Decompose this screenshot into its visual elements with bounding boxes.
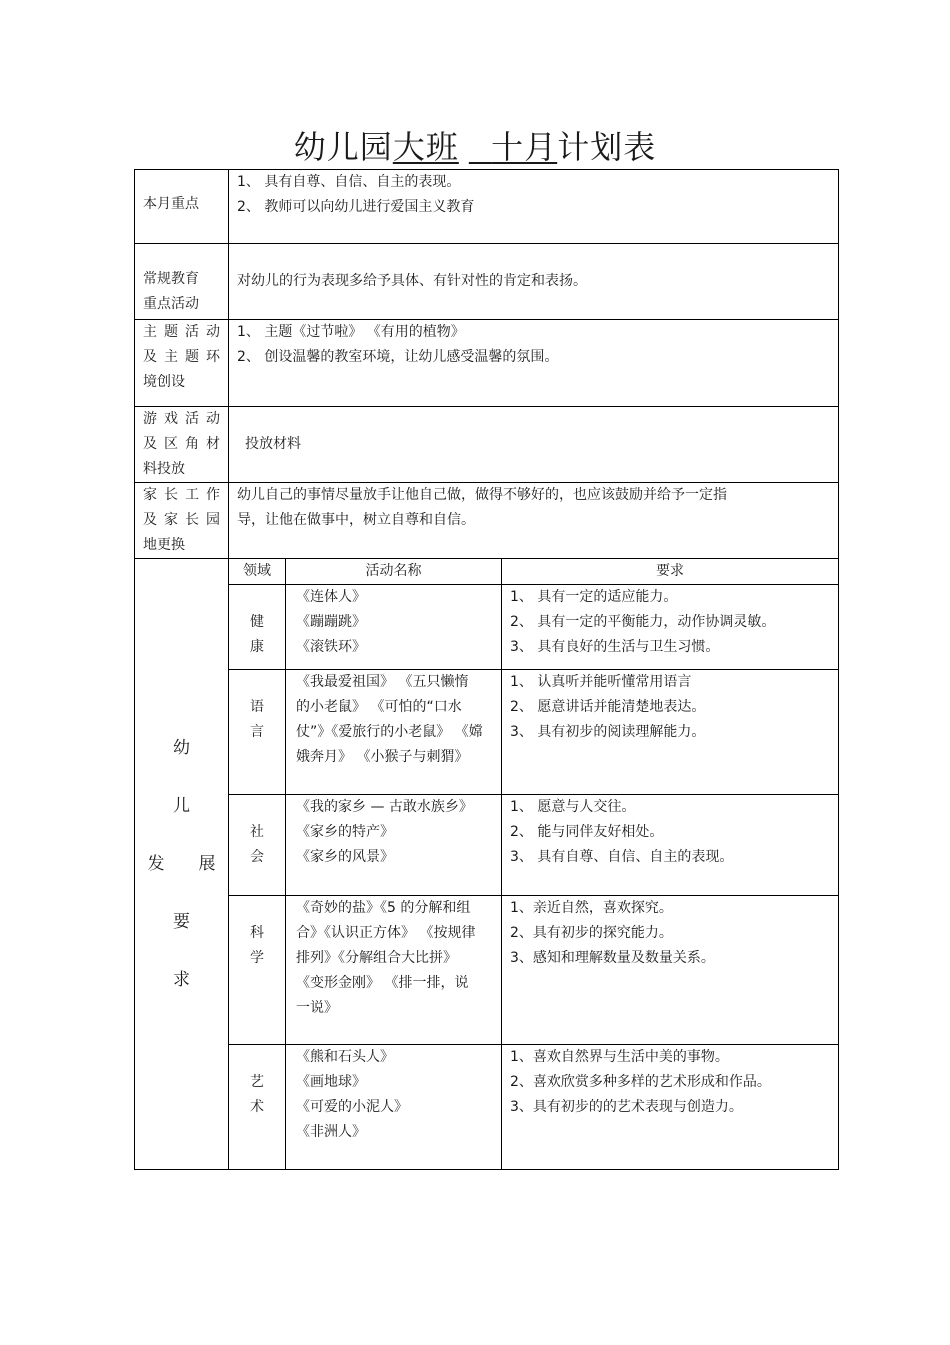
requirement-list [502, 896, 839, 1045]
activity-list [286, 896, 502, 1045]
requirement-item: 3、 具有良好的生活与卫生习惯。 [510, 639, 720, 655]
title-prefix: 幼儿园 [293, 128, 393, 166]
section-label: 本月重点 [135, 170, 229, 244]
activity-item: 合》《认识正方体》 《按规律 [296, 925, 476, 941]
activity-item: 一说》 [296, 1000, 338, 1016]
section-row-routine-education [135, 244, 839, 320]
activity-item: 《家乡的特产》 [296, 824, 394, 840]
activity-item: 《我的家乡 — 古敢水族乡》 [296, 799, 473, 815]
activity-item: 的小老鼠》 《可怕的“口水 [296, 699, 462, 715]
requirement-item: 3、具有初步的的艺术表现与创造力。 [510, 1099, 743, 1115]
activity-item: 《变形金刚》 《排一排，说 [296, 975, 469, 991]
requirement-item: 2、喜欢欣赏多种多样的艺术形成和作品。 [510, 1074, 771, 1090]
activity-item: 《可爱的小泥人》 [296, 1099, 408, 1115]
section-content [229, 320, 839, 407]
domain-row-society [135, 795, 839, 896]
content-line: 2、 创设温馨的教室环境，让幼儿感受温馨的氛围。 [237, 349, 559, 365]
development-label: 幼 儿 发 展 要 求 [135, 559, 229, 1170]
activity-item: 《滚铁环》 [296, 639, 366, 655]
page-title [0, 122, 950, 168]
plan-table [134, 169, 839, 1170]
title-suffix: 计划表 [557, 128, 657, 166]
requirement-list [502, 795, 839, 896]
activity-list [286, 795, 502, 896]
title-class-name: 大班 [392, 128, 459, 166]
header-requirement: 要求 [502, 559, 839, 585]
activity-item: 《我最爱祖国》 《五只懒惰 [296, 674, 469, 690]
domain-cell: 艺 术 [229, 1045, 286, 1170]
requirement-item: 1、 认真听并能听懂常用语言 [510, 674, 692, 690]
requirement-item: 1、 愿意与人交往。 [510, 799, 636, 815]
activity-item: 排列》《分解组合大比拼》 [296, 950, 457, 966]
section-label: 游戏活动 及区角材 料投放 [135, 407, 229, 483]
header-domain: 领域 [229, 559, 286, 585]
content-line: 2、 教师可以向幼儿进行爱国主义教育 [237, 199, 475, 215]
section-label: 家长工作 及家长园 地更换 [135, 483, 229, 559]
activity-item: 《蹦蹦跳》 [296, 614, 366, 630]
requirement-item: 2、 愿意讲话并能清楚地表达。 [510, 699, 706, 715]
header-activity: 活动名称 [286, 559, 502, 585]
domain-row-science [135, 896, 839, 1045]
activity-item: 《熊和石头人》 [296, 1049, 394, 1065]
domain-cell: 社 会 [229, 795, 286, 896]
content-line: 1、 具有自尊、自信、自主的表现。 [237, 174, 461, 190]
section-label: 常规教育 重点活动 [135, 244, 229, 320]
content-line: 投放材料 [245, 436, 301, 452]
requirement-item: 1、亲近自然，喜欢探究。 [510, 900, 673, 916]
requirement-item: 2、 能与同伴友好相处。 [510, 824, 664, 840]
section-row-game-activity [135, 407, 839, 483]
section-content [229, 244, 839, 320]
content-line: 对幼儿的行为表现多给予具体、有针对性的肯定和表扬。 [237, 273, 587, 289]
domain-row-art [135, 1045, 839, 1170]
section-label: 主题活动 及主题环 境创设 [135, 320, 229, 407]
content-line: 导，让他在做事中，树立自尊和自信。 [237, 512, 475, 528]
activity-item: 《非洲人》 [296, 1124, 366, 1140]
content-line: 幼儿自己的事情尽量放手让他自己做，做得不够好的，也应该鼓励并给予一定指 [237, 487, 727, 503]
activity-item: 娥奔月》 《小猴子与刺猬》 [296, 749, 469, 765]
activity-item: 《奇妙的盐》《5 的分解和组 [296, 900, 471, 916]
domain-row-language [135, 670, 839, 795]
content-line: 1、 主题《过节啦》 《有用的植物》 [237, 324, 465, 340]
title-month: 十月 [491, 128, 558, 166]
domain-row-health [135, 585, 839, 670]
activity-list [286, 670, 502, 795]
domain-cell: 语 言 [229, 670, 286, 795]
requirement-item: 1、喜欢自然界与生活中美的事物。 [510, 1049, 729, 1065]
domain-cell: 科 学 [229, 896, 286, 1045]
requirement-item: 2、具有初步的探究能力。 [510, 925, 673, 941]
section-row-monthly-focus [135, 170, 839, 244]
requirement-item: 2、 具有一定的平衡能力，动作协调灵敏。 [510, 614, 776, 630]
requirement-item: 3、感知和理解数量及数量关系。 [510, 950, 715, 966]
section-content [229, 170, 839, 244]
requirement-item: 3、 具有初步的阅读理解能力。 [510, 724, 706, 740]
development-header-row [135, 559, 839, 585]
section-content [229, 407, 839, 483]
requirement-list [502, 1045, 839, 1170]
requirement-list [502, 670, 839, 795]
activity-list [286, 585, 502, 670]
section-content [229, 483, 839, 559]
activity-item: 《家乡的风景》 [296, 849, 394, 865]
section-row-parent-work [135, 483, 839, 559]
activity-list [286, 1045, 502, 1170]
activity-item: 《画地球》 [296, 1074, 366, 1090]
activity-item: 仗”》《爱旅行的小老鼠》 《嫦 [296, 724, 483, 740]
domain-cell: 健 康 [229, 585, 286, 670]
section-row-theme-activity [135, 320, 839, 407]
activity-item: 《连体人》 [296, 589, 366, 605]
requirement-item: 1、 具有一定的适应能力。 [510, 589, 678, 605]
requirement-list [502, 585, 839, 670]
requirement-item: 3、 具有自尊、自信、自主的表现。 [510, 849, 734, 865]
